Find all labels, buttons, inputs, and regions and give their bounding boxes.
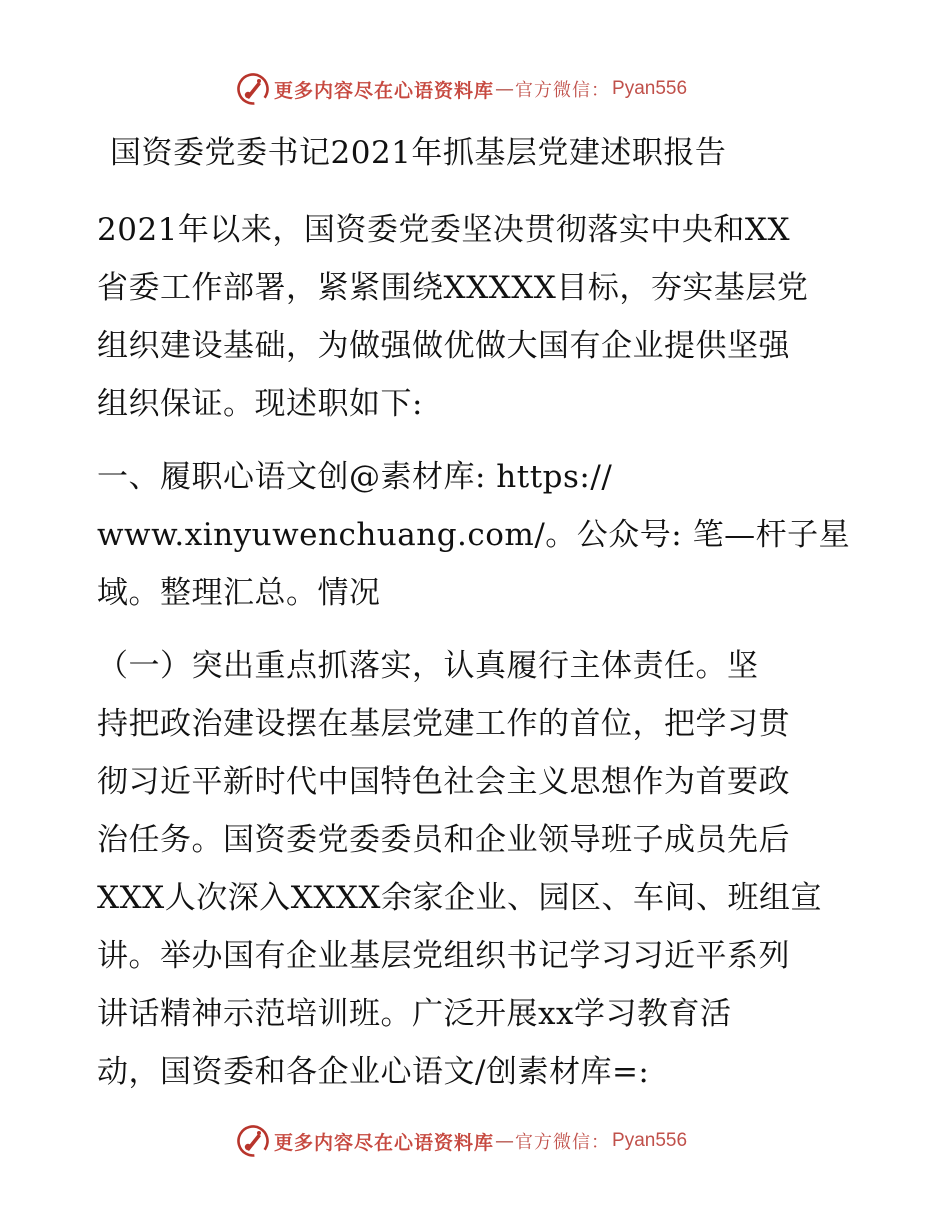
body-line: 讲话精神示范培训班。广泛开展xx学习教育活 [97,996,732,1032]
body-line: 彻习近平新时代中国特色社会主义思想作为首要政 [97,764,790,800]
banner-separator: — [495,1130,515,1152]
brush-logo-icon [236,72,270,106]
subsection-heading: （一）突出重点抓落实，认真履行主体责任。坚 [97,648,759,684]
section-heading: 一、履职心语文创@素材库: https:// [97,459,613,495]
body-line: 2021年以来，国资委党委坚决贯彻落实中央和XX [97,212,791,248]
body-line: 域。整理汇总。情况 [97,575,381,611]
promo-text: 更多内容尽在心语资料库 [274,1131,495,1154]
brush-logo-icon [236,1124,270,1158]
body-line: XXX人次深入XXXX余家企业、园区、车间、班组宣 [97,880,822,916]
body-line: 省委工作部署，紧紧围绕XXXXX目标，夯实基层党 [97,270,809,306]
body-line: 动，国资委和各企业心语文/创素材库=: [97,1054,650,1090]
promo-text: 更多内容尽在心语资料库 [274,79,495,102]
body-line: www.xinyuwenchuang.com/。公众号: 笔—杆子星 [97,517,851,553]
body-line: 组织建设基础，为做强做优做大国有企业提供坚强 [97,328,790,364]
wechat-id: Pyan556 [612,78,688,99]
body-line: 持把政治建设摆在基层党建工作的首位，把学习贯 [97,706,790,742]
wechat-label: 官方微信： [515,80,611,101]
wechat-id: Pyan556 [612,1130,688,1151]
body-line: 讲。举办国有企业基层党组织书记学习习近平系列 [97,938,790,974]
header-watermark-banner [236,72,687,106]
banner-separator: — [495,78,515,100]
document-title: 国资委党委书记2021年抓基层党建述职报告 [110,135,727,171]
body-line: 治任务。国资委党委委员和企业领导班子成员先后 [97,822,790,858]
body-line: 组织保证。现述职如下: [97,386,423,422]
wechat-label: 官方微信： [515,1132,611,1153]
footer-watermark-banner [236,1124,687,1158]
